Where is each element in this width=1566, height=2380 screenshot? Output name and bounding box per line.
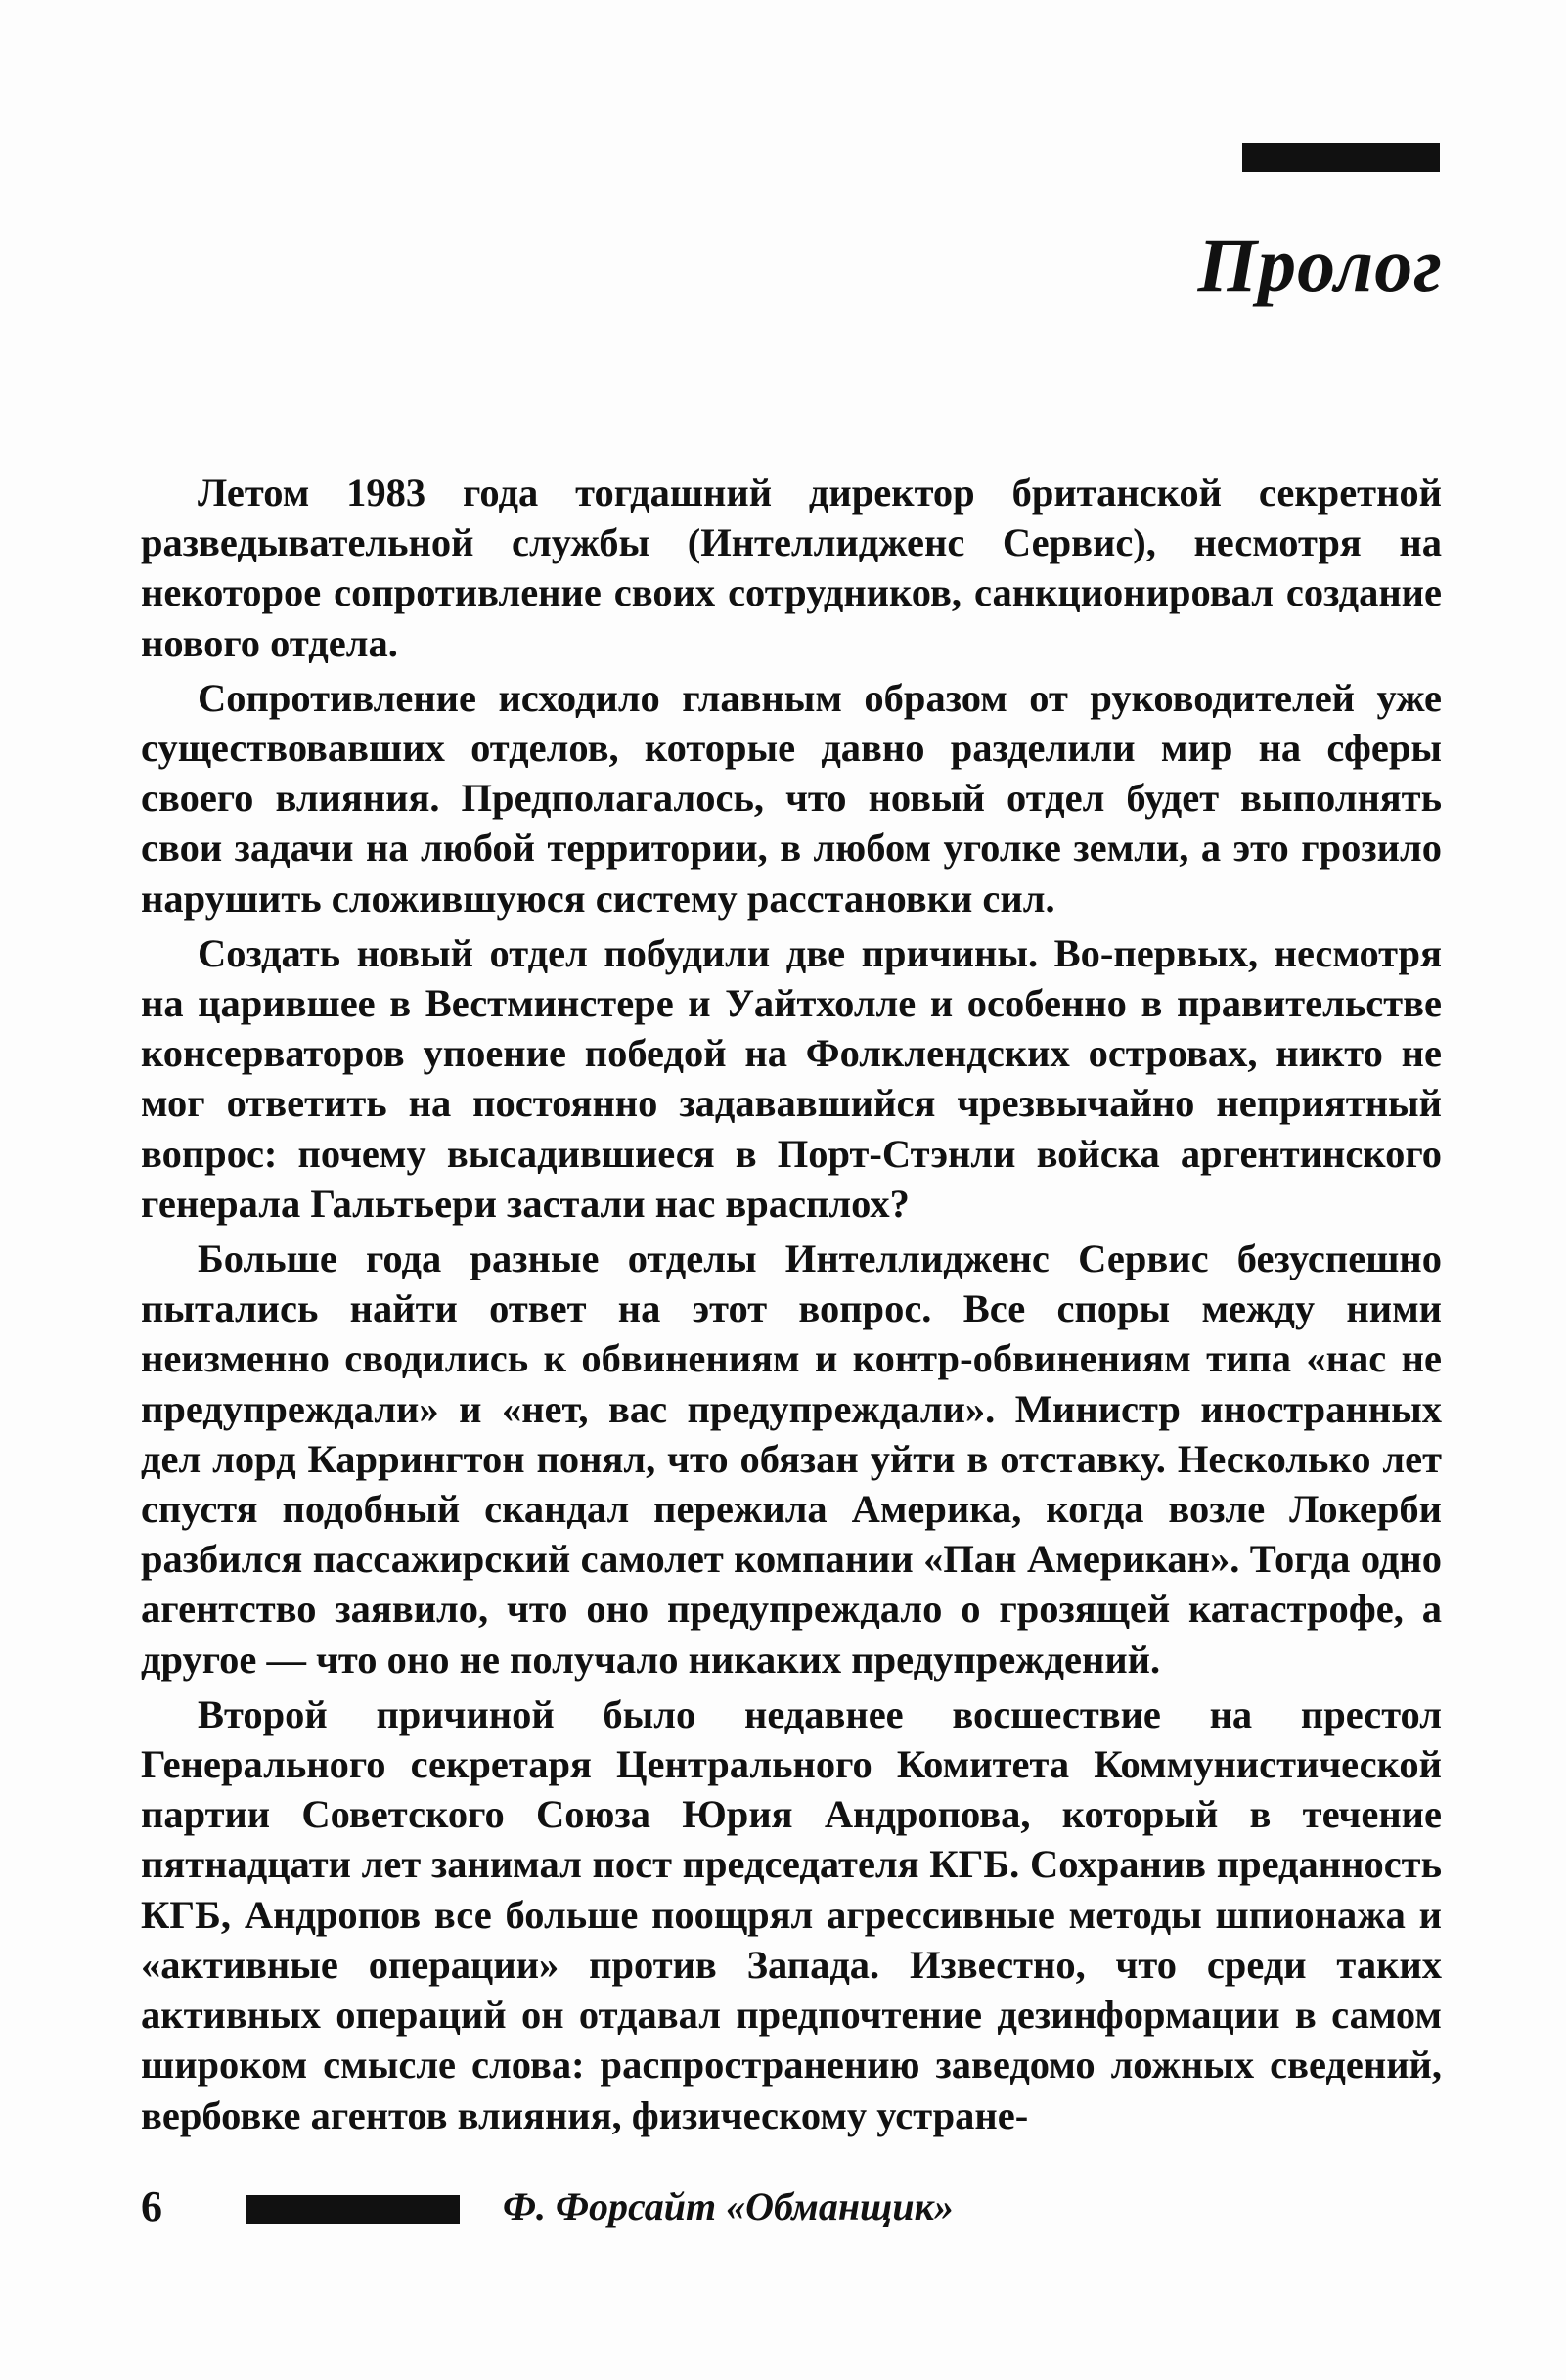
running-title: Ф. Форсайт «Обманщик» bbox=[503, 2184, 954, 2228]
decorative-bar bbox=[1242, 143, 1440, 172]
paragraph: Сопротивление исходило главным образом от руководителей уже существовавших отделов, которые давно разделили мир на сферы своего влияния. Предполагалось, что новый отдел будет выполнять свои задачи на любой территории, в любом уголке земли, а это грозило нарушить сложившуюся систему расстановки сил. bbox=[141, 675, 1442, 921]
body-text bbox=[141, 468, 1442, 2145]
paragraph: Летом 1983 года тогдашний директор британской секретной разведывательной службы (Интеллидженс Сервис), несмотря на некоторое сопротивление своих сотрудников, санкционировал создание нового отдела. bbox=[141, 471, 1442, 665]
paragraph: Больше года разные отделы Интеллидженс Сервис безуспешно пытались найти ответ на этот вопрос. Все споры между ними неизменно сводились к обвинениям и контр-обвинениям типа «нас не предупреждали» и «нет, вас предупреждали». Министр иностранных дел лорд Каррингтон понял, что обязан уйти в отставку. Несколько лет спустя подобный скандал пережила Америка, когда возле Локерби разбился пассажирский самолет компании «Пан Американ». Тогда одно агентство заявило, что оно предупреждало о грозящей катастрофе, а другое — что оно не получало никаких предупреждений. bbox=[141, 1236, 1442, 1682]
paragraph: Второй причиной было недавнее восшествие на престол Генерального секретаря Центрального Комитета Коммунистической партии Советского Союза Юрия Андропова, который в течение пятнадцати лет занимал пост председателя КГБ. Сохранив преданность КГБ, Андропов все больше поощрял агрессивные методы шпионажа и «активные операции» против Запада. Известно, что среди таких активных операций он отдавал предпочтение дезинформации в самом широком смысле слова: распространению заведомо ложных сведений, вербовке агентов влияния, физическому устране- bbox=[141, 1691, 1442, 2137]
page-footer bbox=[141, 2181, 1442, 2240]
chapter-title: Пролог bbox=[1197, 222, 1443, 307]
footer-decorative-bar bbox=[246, 2195, 460, 2224]
page-number: 6 bbox=[141, 2182, 162, 2230]
paragraph: Создать новый отдел побудили две причины. Во-первых, несмотря на царившее в Вестминстере и Уайтхолле и особенно в правительстве консерваторов упоение победой на Фолклендских островах, никто не мог ответить на постоянно задававшийся чрезвычайно неприятный вопрос: почему высадившиеся в Порт-Стэнли войска аргентинского генерала Гальтьери застали нас врасплох? bbox=[141, 930, 1442, 1226]
